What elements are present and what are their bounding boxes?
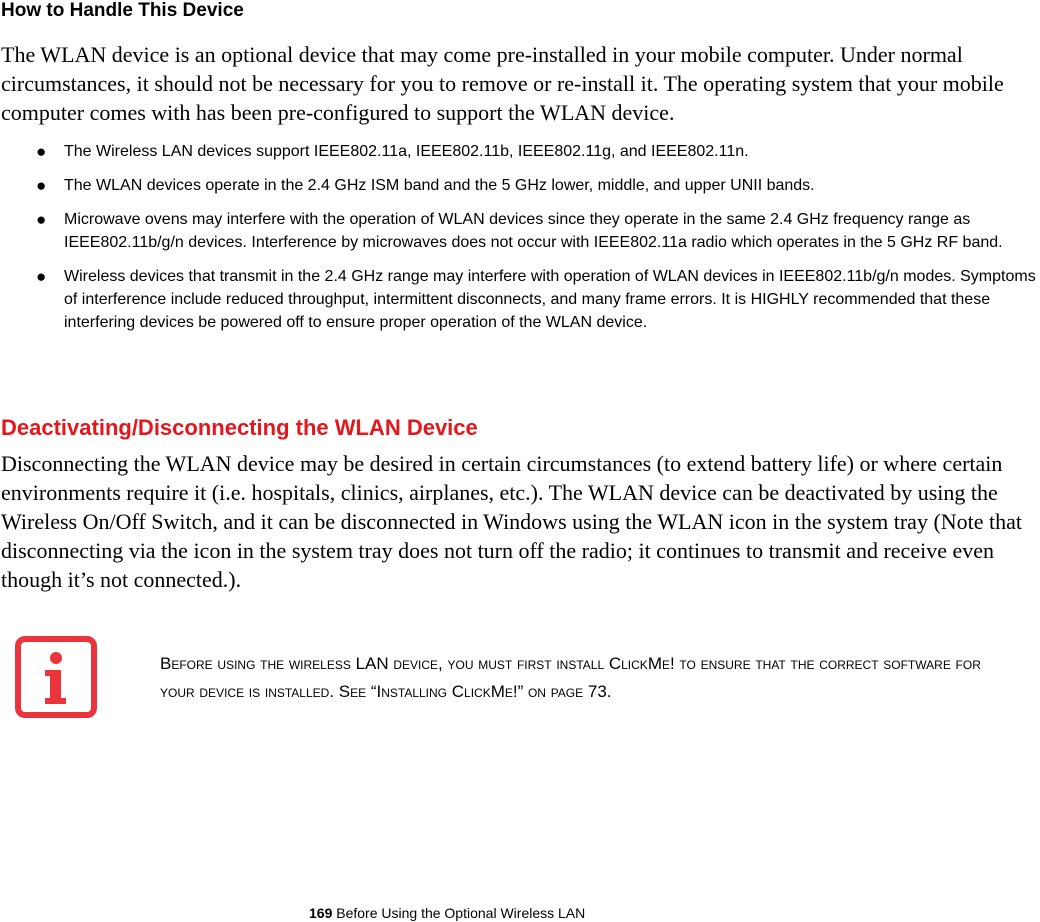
bullet-dot-icon: ● — [36, 176, 47, 195]
bullet-dot-icon: ● — [36, 267, 47, 286]
page-number: 169 — [309, 905, 333, 921]
page-footer — [309, 904, 585, 922]
note-text: Before using the wireless LAN device, you must first install ClickMe! to ensure that the correct software for your device is installed. See “Installing ClickMe!” on page 73. — [160, 654, 981, 701]
bullet-item — [0, 174, 1040, 197]
bullet-list — [0, 140, 1040, 345]
bullet-dot-icon: ● — [36, 142, 47, 161]
info-icon — [15, 636, 97, 718]
footer-title: Before Using the Optional Wireless LAN — [336, 905, 586, 921]
bullet-item — [0, 140, 1040, 163]
bullet-item — [0, 208, 1040, 254]
bullet-text: The WLAN devices operate in the 2.4 GHz ISM band and the 5 GHz lower, middle, and upper UNII bands. — [64, 177, 815, 194]
subsection-title: Deactivating/Disconnecting the WLAN Device — [1, 415, 478, 440]
deactivate-paragraph: Disconnecting the WLAN device may be desired in certain circumstances (to extend battery life) or where certain environments require it (i.e. hospitals, clinics, airplanes, etc.). The WLAN device can be deactivated by using the Wireless On/Off Switch, and it can be disconnected in Windows using the WLAN icon in the system tray (Note that disconnecting via the icon in the system tray does not turn off the radio; it continues to transmit and receive even though it’s not connected.). — [1, 451, 1023, 592]
bullet-dot-icon: ● — [36, 210, 47, 229]
intro-paragraph: The WLAN device is an optional device that may come pre-installed in your mobile computer. Under normal circumstances, it should not be necessary for you to remove or re-install it. The operating system that your mobile computer comes with has been pre-configured to support the WLAN device. — [1, 42, 1004, 125]
bullet-text: The Wireless LAN devices support IEEE802.11a, IEEE802.11b, IEEE802.11g, and IEEE802.11n. — [64, 143, 749, 160]
bullet-item — [0, 265, 1040, 334]
section-title: How to Handle This Device — [1, 0, 244, 21]
bullet-text: Wireless devices that transmit in the 2.4 GHz range may interfere with operation of WLAN devices in IEEE802.11b/g/n modes. Symptoms of interference include reduced throughput, intermittent disconnects, and many frame errors. It is HIGHLY recommended that these interfering devices be powered off to ensure proper operation of the WLAN device. — [64, 268, 1036, 331]
bullet-text: Microwave ovens may interfere with the operation of WLAN devices since they operate in the same 2.4 GHz frequency range as IEEE802.11b/g/n devices. Interference by microwaves does not occur with IEEE802.11a radio which operates in the 5 GHz RF band. — [64, 211, 1003, 251]
